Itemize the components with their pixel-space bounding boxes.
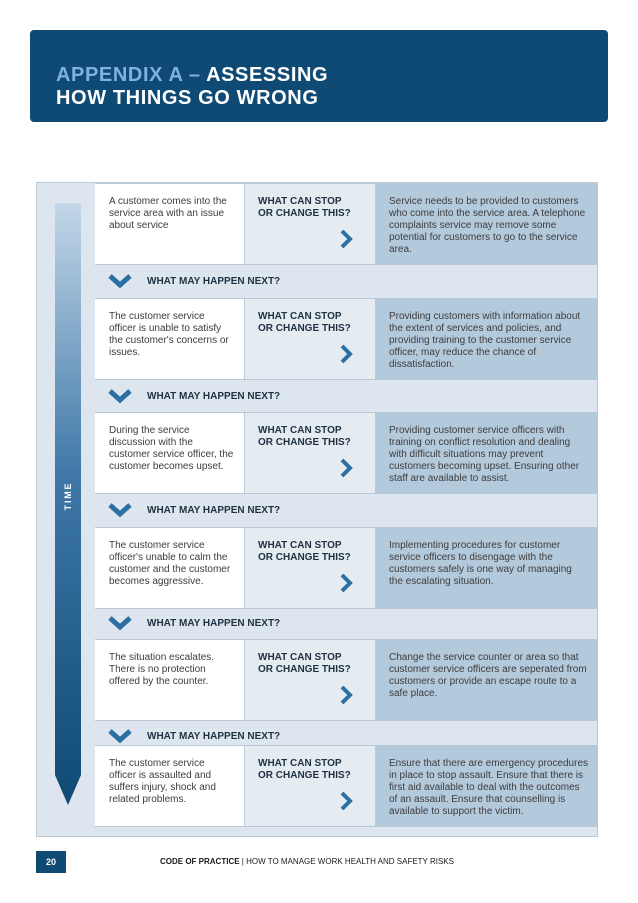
title-accent: APPENDIX A – [56,64,201,86]
question-label-line2: OR CHANGE THIS? [258,770,351,781]
footer-title [160,857,454,866]
footer-separator: | [239,857,247,866]
question-label-line1: WHAT CAN STOP [258,425,342,436]
chevron-right-icon [339,684,353,706]
step-answer: Providing customers with information about the extent of services and policies, and providing training to the customer service officer, may reduce the chance of dissatisfaction. [376,299,598,379]
chevron-down-icon [107,615,133,631]
chevron-right-icon [339,790,353,812]
next-banner [95,607,598,639]
page-number: 20 [36,851,66,873]
chevron-down-icon [107,728,133,744]
chevron-right-icon [339,457,353,479]
question-label-line1: WHAT CAN STOP [258,311,342,322]
chevron-right-icon [339,343,353,365]
step-answer: Service needs to be provided to customers who come into the service area. A telephone complaints service may remove some potential for customers to go to the service area. [376,184,598,264]
question-label-line1: WHAT CAN STOP [258,758,342,769]
next-label: WHAT MAY HAPPEN NEXT? [147,617,281,629]
next-label: WHAT MAY HAPPEN NEXT? [147,504,281,516]
title-rest: ASSESSING [200,64,329,86]
footer-doc-subtitle: HOW TO MANAGE WORK HEALTH AND SAFETY RISKS [246,857,454,866]
next-label: WHAT MAY HAPPEN NEXT? [147,275,281,287]
chevron-down-icon [107,388,133,404]
step-answer: Implementing procedures for customer service officers to disengage with the customers safely is one way of managing the escalating situation. [376,528,598,608]
step-row [95,183,598,265]
step-description: The customer service officer's unable to calm the customer and the customer becomes aggressive. [95,528,245,608]
title-line2: HOW THINGS GO WRONG [56,87,319,109]
chevron-right-icon [339,572,353,594]
next-banner [95,380,598,412]
step-answer: Ensure that there are emergency procedures in place to stop assault. Ensure that there is first aid available to deal with the outcomes of an assault. Ensure that counselling is available to support the victim. [376,746,598,826]
step-description: The situation escalates. There is no protection offered by the counter. [95,640,245,720]
step-question [245,640,376,720]
step-row [95,298,598,380]
step-question [245,184,376,264]
step-question [245,299,376,379]
header-banner [30,30,608,122]
step-description: A customer comes into the service area with an issue about service [95,184,245,264]
question-label-line2: OR CHANGE THIS? [258,208,351,219]
time-label: TIME [63,481,73,511]
question-label-line1: WHAT CAN STOP [258,540,342,551]
page-title [56,64,608,110]
chevron-down-icon [107,273,133,289]
step-question [245,746,376,826]
question-label-line2: OR CHANGE THIS? [258,664,351,675]
step-row [95,527,598,609]
question-label-line2: OR CHANGE THIS? [258,437,351,448]
flow-diagram [36,182,598,837]
question-label-line2: OR CHANGE THIS? [258,323,351,334]
question-label-line1: WHAT CAN STOP [258,652,342,663]
next-banner [95,265,598,297]
step-question [245,413,376,493]
step-description: The customer service officer is assaulted and suffers injury, shock and related problems. [95,746,245,826]
step-description: The customer service officer is unable to satisfy the customer's concerns or issues. [95,299,245,379]
step-row [95,745,598,827]
step-description: During the service discussion with the customer service officer, the customer becomes upset. [95,413,245,493]
chevron-right-icon [339,228,353,250]
chevron-down-icon [107,502,133,518]
question-label-line2: OR CHANGE THIS? [258,552,351,563]
step-answer: Providing customer service officers with training on conflict resolution and dealing with difficult situations may prevent customers becoming upset. Ensuring other staff are available to assist. [376,413,598,493]
step-question [245,528,376,608]
next-banner [95,494,598,526]
footer-doc-title: CODE OF PRACTICE [160,857,240,866]
question-label-line1: WHAT CAN STOP [258,196,342,207]
step-answer: Change the service counter or area so that customer service officers are seperated from customers or provide an escape route to a safe place. [376,640,598,720]
next-label: WHAT MAY HAPPEN NEXT? [147,390,281,402]
step-row [95,412,598,494]
step-row [95,639,598,721]
next-label: WHAT MAY HAPPEN NEXT? [147,730,281,742]
